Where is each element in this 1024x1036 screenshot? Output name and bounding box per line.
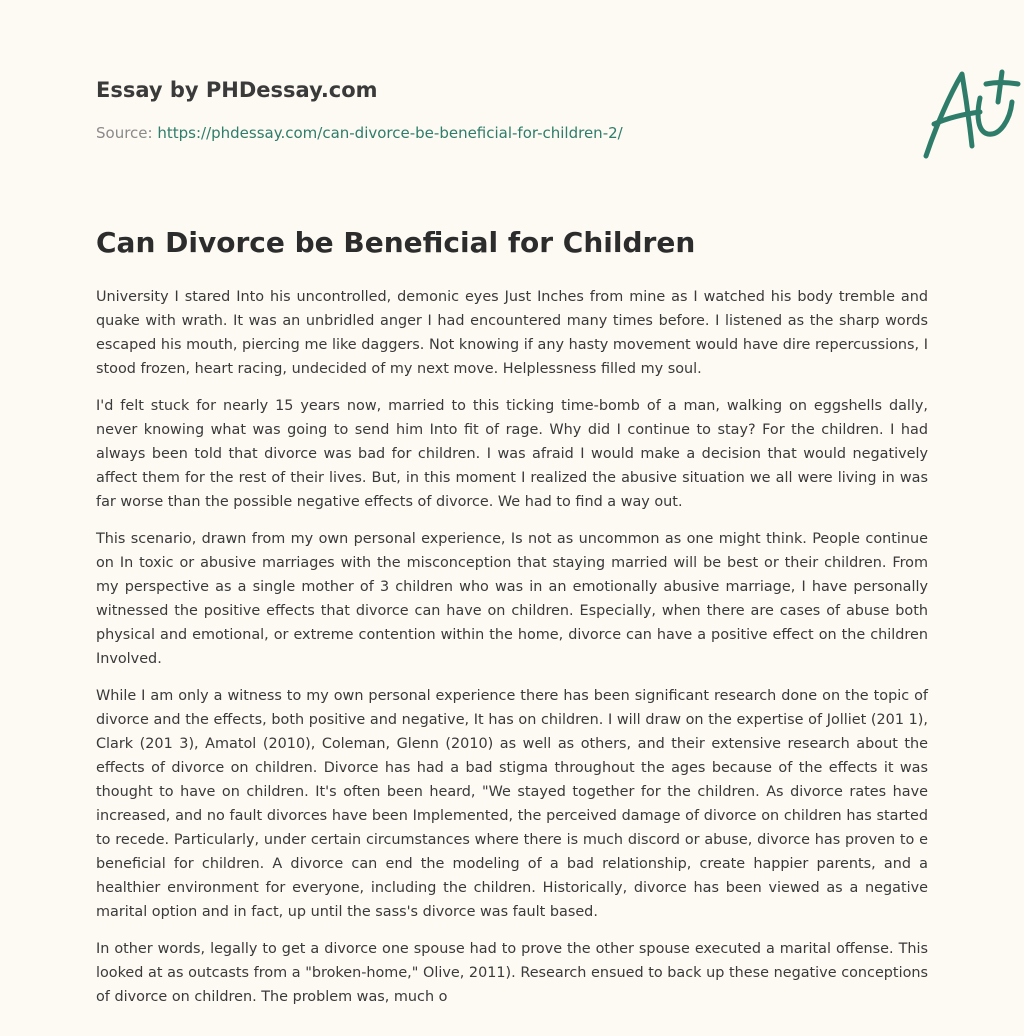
essay-paragraph: This scenario, drawn from my own personal experience, Is not as uncommon as one might think. People continue on In toxic or abusive marriages with the misconception that staying married will be best or their children. From my perspective as a single mother of 3 children who was in an emotionally abusive marriage, I have personally witnessed the positive effects that divorce can have on children. Especially, when there are cases of abuse both physical and emotional, or extreme contention within the home, divorce can have a positive effect on the children Involved. (96, 531, 928, 667)
essay-title: Can Divorce be Beneficial for Children (96, 226, 696, 259)
essay-paragraph: In other words, legally to get a divorce one spouse had to prove the other spouse executed a marital offense. This looked at as outcasts from a "broken-home," Olive, 2011). Research ensued to back up these negative conceptions of divorce on children. The problem was, much o (96, 941, 928, 1005)
source-label: Source: (96, 124, 153, 142)
a-plus-grade-icon (920, 68, 1024, 164)
essay-paragraph: While I am only a witness to my own personal experience there has been significant research done on the topic of divorce and the effects, both positive and negative, It has on children. I will draw on the expertise of Jolliet (201 1), Clark (201 3), Amatol (2010), Coleman, Glenn (2010) as well as others, and their extensive research about the effects of divorce on children. Divorce has had a bad stigma throughout the ages because of the effects it was thought to have on children. It's often been heard, "We stayed together for the children. As divorce rates have increased, and no fault divorces have been Implemented, the perceived damage of divorce on children has started to recede. Particularly, under certain circumstances where there is much discord or abuse, divorce has proven to e beneficial for children. A divorce can end the modeling of a bad relationship, create happier parents, and a healthier environment for everyone, including the children. Historically, divorce has been viewed as a negative marital option and in fact, up until the sass's divorce was fault based. (96, 688, 928, 920)
essay-paragraph: University I stared Into his uncontrolled, demonic eyes Just Inches from mine as I watched his body tremble and quake with wrath. It was an unbridled anger I had encountered many times before. I listened as the sharp words escaped his mouth, piercing me like daggers. Not knowing if any hasty movement would have dire repercussions, I stood frozen, heart racing, undecided of my next move. Helplessness filled my soul. (96, 289, 928, 377)
site-title: Essay by PHDessay.com (96, 78, 378, 102)
source-link[interactable]: https://phdessay.com/can-divorce-be-beneficial-for-children-2/ (157, 124, 623, 142)
essay-body (96, 285, 928, 1022)
essay-paragraph: I'd felt stuck for nearly 15 years now, married to this ticking time-bomb of a man, walking on eggshells dally, never knowing what was going to send him Into fit of rage. Why did I continue to stay? For the children. I had always been told that divorce was bad for children. I was afraid I would make a decision that would negatively affect them for the rest of their lives. But, in this moment I realized the abusive situation we all were living in was far worse than the possible negative effects of divorce. We had to find a way out. (96, 398, 928, 510)
source-line (96, 124, 623, 142)
